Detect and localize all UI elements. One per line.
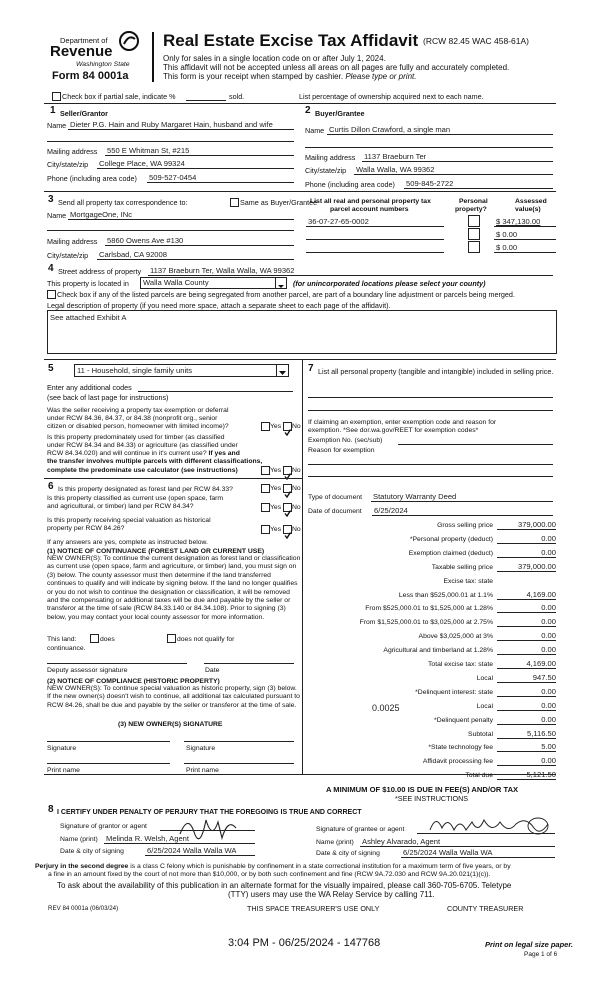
treasurer-use-label: THIS SPACE TREASURER'S USE ONLY	[247, 904, 380, 913]
tax-row-line	[497, 626, 556, 627]
buyer-mail-field[interactable]: 1137 Braeburn Ter	[364, 152, 427, 161]
tax-row-value[interactable]: 5.00	[541, 742, 556, 751]
tax-row-label: Agricultural and timberland at 1.28%	[383, 647, 493, 654]
continuance-label: continuance.	[47, 645, 86, 652]
section3-label: Send all property tax correspondence to:	[58, 198, 188, 207]
form-number: Form 84 0001a	[52, 70, 129, 82]
tax-row-value[interactable]: 379,000.00	[517, 520, 556, 529]
segregated-label: Check box if any of the listed parcels are being segregated from another parcel, are part of a boundary line adjustment or parcels being merged.	[57, 290, 515, 299]
tax-row-line	[497, 779, 556, 780]
tax-row-label: *Delinquent penalty	[434, 717, 493, 724]
logo-dept-line2: Revenue	[50, 43, 113, 60]
exemption-no-field[interactable]	[398, 444, 553, 445]
check-icon	[284, 510, 291, 517]
tax-row-label: Above $3,025,000 at 3%	[418, 633, 493, 640]
perjury-line: Perjury in the second degree is a class C felony which is punishable by confinement in a state correctional institution for a maximum term of five years, or by	[35, 863, 511, 870]
buyer-city-field[interactable]: Walla Walla, WA 99362	[356, 165, 435, 174]
tax-row-label: Taxable selling price	[431, 564, 493, 571]
tax-row-value[interactable]: 0.00	[541, 534, 556, 543]
tax-row-label: From $525,000.01 to $1,525,000 at 1.28%	[365, 605, 493, 612]
tax-row-label: Subtotal	[468, 731, 493, 738]
minimum-fee-note: A MINIMUM OF $10.00 IS DUE IN FEE(S) AND/OR TAX	[326, 785, 519, 794]
deputy-signature-field[interactable]	[47, 663, 187, 664]
section2-title: Buyer/Grantee	[315, 109, 365, 118]
field-line	[68, 129, 294, 130]
tax-row-line	[497, 557, 556, 558]
partial-sale-checkbox[interactable]	[52, 92, 61, 101]
forest-no-checkbox[interactable]	[283, 484, 292, 493]
current-use-question-2: and agricultural, or timber) land per RCW 84.34?	[47, 503, 194, 510]
field-line	[494, 252, 556, 253]
exemption-question: Was the seller receiving a property tax exemption or deferral	[47, 407, 229, 414]
tax-row-value[interactable]: 4,169.00	[526, 590, 556, 599]
tax-row-line	[497, 654, 556, 655]
tax-row-label: *Personal property (deduct)	[409, 536, 493, 543]
personal-property-checkbox[interactable]	[468, 215, 480, 227]
does-label: does	[100, 636, 115, 643]
divider	[44, 478, 302, 479]
header-sub2: This affidavit will not be accepted unless all areas on all pages are fully and accurately completed.	[163, 63, 510, 72]
historic-yes-checkbox[interactable]	[261, 525, 270, 534]
timber-question: Is this property predominately used for timber (as classified	[47, 434, 225, 441]
tax-row-value[interactable]: 0.00	[541, 617, 556, 626]
deputy-date-field[interactable]	[204, 663, 294, 664]
section6-number: 6	[48, 481, 54, 492]
buyer-phone-field[interactable]: 509-845-2722	[406, 179, 454, 188]
field-line	[494, 226, 556, 227]
county-treasurer-label: COUNTY TREASURER	[447, 904, 524, 913]
notice2-title: (2) NOTICE OF COMPLIANCE (HISTORIC PROPERTY)	[47, 678, 220, 685]
tax-corr-city-field[interactable]: Carlsbad, CA 92008	[99, 250, 167, 259]
field-line	[494, 239, 556, 240]
chevron-down-icon	[276, 365, 288, 376]
legal-desc-label: Legal description of property (if you need more space, attach a separate sheet to each page of the affidavit).	[47, 301, 391, 310]
field-line	[148, 275, 553, 276]
current-use-yes-checkbox[interactable]	[261, 503, 270, 512]
parcel-col-header: List all real and personal property tax	[310, 198, 431, 205]
tax-row-label: Total excise tax: state	[428, 661, 493, 668]
field-line	[305, 147, 553, 148]
street-address-field[interactable]: 1137 Braeburn Ter, Walla Walla, WA 99362	[150, 266, 295, 275]
field-line	[306, 226, 444, 227]
tax-corr-city-label: City/state/zip	[47, 251, 89, 260]
deputy-date-label: Date	[205, 667, 220, 674]
tax-row-value[interactable]: 4,169.00	[526, 659, 556, 668]
field-line	[145, 855, 255, 856]
header-sub3: This form is your receipt when stamped by cashier. Please type or print.	[163, 72, 417, 81]
county-select[interactable]	[140, 277, 287, 289]
tax-row-line	[497, 612, 556, 613]
field-line	[372, 515, 553, 516]
form-title: Real Estate Excise Tax Affidavit	[163, 31, 419, 50]
check-icon	[284, 429, 291, 436]
county-select-value: Walla Walla County	[143, 278, 209, 287]
same-as-buyer-label: Same as Buyer/Grantee	[240, 198, 318, 207]
buyer-mail-label: Mailing address	[305, 153, 356, 162]
tax-row-label: Less than $525,000.01 at 1.1%	[398, 592, 493, 599]
section4-number: 4	[48, 263, 54, 274]
tax-corr-name-field[interactable]: MortgageOne, INc	[70, 210, 133, 219]
tax-row-value[interactable]: 947.50	[532, 673, 556, 682]
doc-date-label: Date of document	[308, 508, 362, 515]
field-line	[104, 843, 255, 844]
tax-row-value[interactable]: 0.00	[541, 548, 556, 557]
grantee-signature-image	[426, 812, 551, 843]
yes-label: Yes	[270, 526, 282, 533]
column-divider	[302, 360, 303, 774]
historic-question: Is this property receiving special valuation as historical	[47, 517, 211, 524]
grantee-name-field[interactable]: Ashley Alvarado, Agent	[362, 837, 441, 846]
grantor-name-field[interactable]: Melinda R. Welsh, Agent	[106, 834, 190, 843]
field-line	[97, 168, 294, 169]
logo-dept-line3: Washington State	[76, 61, 130, 68]
signature-label: Signature	[186, 745, 216, 752]
historic-question-2: property per RCW 84.26?	[47, 525, 125, 532]
section7-label: List all personal property (tangible and intangible) included in selling price.	[318, 367, 554, 376]
doc-type-field[interactable]: Statutory Warranty Deed	[373, 492, 457, 501]
tax-row-label: Total due	[465, 772, 493, 779]
accessibility-line: To ask about the availability of this publication in an alternate format for the visually impaired, please call 360-705-6705. Teletype	[57, 881, 512, 890]
additional-codes-label: Enter any additional codes	[47, 383, 132, 392]
field-line	[147, 182, 294, 183]
accessibility-line-2: (TTY) users may use the WA Relay Service by calling 711.	[228, 890, 435, 899]
owner-signature-field[interactable]	[184, 741, 294, 742]
revision-label: REV 84 0001a (06/03/24)	[48, 905, 119, 912]
county-note: (for unincorporated locations please select your county)	[293, 279, 486, 288]
exemption-reason-label: Reason for exemption	[308, 447, 375, 454]
assessed-col-header: Assessed	[515, 198, 547, 205]
local-rate-field[interactable]: 0.0025	[372, 703, 400, 713]
tax-corr-mail-label: Mailing address	[47, 237, 98, 246]
personal-col-header: Personal	[459, 198, 488, 205]
section3-number: 3	[48, 194, 54, 205]
exemption-no-label: Exemption No. (sec/sub)	[308, 437, 383, 444]
assessed-value-field[interactable]: $ 0.00	[496, 243, 518, 252]
print-name-label: Print name	[47, 767, 80, 774]
tax-row-line	[497, 599, 556, 600]
section7-number: 7	[308, 363, 314, 374]
owner-signature-field[interactable]	[47, 741, 170, 742]
personal-property-field[interactable]	[308, 410, 553, 411]
grantor-name-label: Name (print)	[60, 836, 98, 843]
tax-row-label: Local	[476, 703, 493, 710]
divider	[44, 774, 556, 775]
owner-print-name-field[interactable]	[184, 763, 294, 764]
assessed-value-field[interactable]: $ 347,130.00	[496, 217, 541, 226]
partial-pct-line	[186, 100, 226, 101]
seller-phone-field[interactable]: 509-527-0454	[149, 173, 197, 182]
buyer-city-label: City/state/zip	[305, 166, 347, 175]
personal-col-header-2: property?	[455, 206, 487, 213]
section8-number: 8	[48, 804, 54, 815]
field-line	[47, 230, 294, 231]
does-not-label: does not qualify for	[177, 636, 235, 643]
tax-corr-mail-field[interactable]: 5860 Owens Ave #130	[107, 236, 184, 245]
exemption-no-checkbox[interactable]	[283, 422, 292, 431]
tax-row-value[interactable]: 5,116.50	[527, 729, 556, 738]
check-icon	[284, 532, 291, 539]
field-line	[97, 259, 294, 260]
tax-row-line	[497, 751, 556, 752]
seller-mail-label: Mailing address	[47, 147, 98, 156]
tax-row-label: Exemption claimed (deduct)	[408, 550, 493, 557]
tax-row-line	[497, 710, 556, 711]
yes-label: Yes	[270, 467, 282, 474]
tax-row-line	[497, 571, 556, 572]
section2-number: 2	[305, 105, 311, 116]
chevron-down-icon	[275, 278, 286, 288]
doc-date-field[interactable]: 6/25/2024	[374, 506, 408, 515]
seller-city-field[interactable]: College Place, WA 99324	[99, 159, 185, 168]
tax-row-line	[497, 724, 556, 725]
notice2-body: NEW OWNER(S): To continue special valuation as historic property, sign (3) below. If the new owner(s) doesn't wish to continue, all additional tax calculated pursuant to RCW 84.26, shall be due and payable by the seller or transferor at the time of sale.	[47, 685, 300, 709]
tax-row-value[interactable]: 0.00	[541, 701, 556, 710]
current-use-question: Is this property classified as current use (open space, farm	[47, 495, 224, 502]
segregated-checkbox[interactable]	[47, 290, 56, 299]
seller-name-label: Name	[47, 121, 67, 130]
forest-question: Is this property designated as forest land per RCW 84.33?	[58, 486, 233, 493]
new-owner-sig-title: (3) NEW OWNER(S) SIGNATURE	[118, 721, 223, 728]
timber-question-5: complete the predominate use calculator (see instructions)	[47, 467, 238, 474]
exemption-reason-field[interactable]	[308, 476, 553, 477]
tax-row-label: Affidavit processing fee	[422, 758, 493, 765]
yes-label: Yes	[270, 504, 282, 511]
forest-yes-checkbox[interactable]	[261, 484, 270, 493]
no-label: No	[292, 423, 301, 430]
personal-property-checkbox[interactable]	[468, 228, 480, 240]
header-sub1: Only for sales in a single location code on or after July 1, 2024.	[163, 54, 386, 63]
tax-row-value[interactable]: 0.00	[541, 645, 556, 654]
legal-paper-note: Print on legal size paper.	[485, 940, 573, 949]
exemption-instr-2: exemption. *See dor.wa.gov/REET for exemption codes*	[308, 427, 479, 434]
no-label: No	[292, 467, 301, 474]
print-name-label: Print name	[186, 767, 219, 774]
tax-row-line	[497, 765, 556, 766]
field-line	[105, 155, 294, 156]
grantee-date-field[interactable]: 6/25/2024 Walla Walla WA	[403, 848, 493, 857]
cashier-stamp: 3:04 PM - 06/25/2024 - 147768	[228, 937, 381, 949]
section1-title: Seller/Grantor	[60, 109, 108, 118]
check-icon	[284, 491, 291, 498]
notice1-title: (1) NOTICE OF CONTINUANCE (FOREST LAND OR CURRENT USE)	[47, 548, 265, 555]
personal-property-field[interactable]	[308, 397, 553, 398]
logo-swirl-icon	[118, 30, 140, 57]
property-use-select[interactable]	[74, 364, 289, 377]
no-label: No	[292, 526, 301, 533]
perjury-line-2: a fine in an amount fixed by the court of not more than $10,000, or by both such confinement and fine (RCW 9A.72.030 and RCW 9A.20.021(1)(c)).	[48, 871, 491, 878]
exemption-instr: If claiming an exemption, enter exemption code and reason for	[308, 419, 497, 426]
timber-question-3: RCW 84.34.020) and will continue in it's current use? If yes and	[47, 450, 240, 457]
deputy-label: Deputy assessor signature	[47, 667, 128, 674]
timber-no-checkbox[interactable]	[283, 466, 292, 475]
yes-label: Yes	[270, 423, 282, 430]
signature-label: Signature	[47, 745, 77, 752]
legal-description-field[interactable]	[47, 310, 557, 354]
tax-row-value[interactable]: 0.00	[541, 756, 556, 765]
field-line	[306, 252, 444, 253]
assessed-col-header-2: value(s)	[515, 206, 541, 213]
tax-row-value[interactable]: 5,121.50	[526, 770, 556, 779]
field-line	[327, 134, 553, 135]
answer-note: If any answers are yes, complete as instructed below.	[47, 539, 208, 546]
pct-ownership-note: List percentage of ownership acquired next to each name.	[299, 92, 484, 101]
logo-dept-line1: Department of	[60, 36, 108, 45]
tax-row-line	[497, 668, 556, 669]
tax-row-value[interactable]: 379,000.00	[517, 562, 556, 571]
seller-phone-label: Phone (including area code)	[47, 174, 137, 183]
grantor-date-field[interactable]: 6/25/2024 Walla Walla WA	[147, 846, 237, 855]
exemption-reason-field[interactable]	[308, 464, 553, 465]
exemption-question-3: citizen or disabled person, homeowner with limited income)?	[47, 423, 229, 430]
tax-row-label: From $1,525,000.01 to $3,025,000 at 2.75%	[359, 619, 493, 626]
field-line	[68, 219, 294, 220]
seller-mail-field[interactable]: 550 E Whitman St, #215	[107, 146, 190, 155]
field-line	[404, 188, 553, 189]
certify-statement: I CERTIFY UNDER PENALTY OF PERJURY THAT THE FOREGOING IS TRUE AND CORRECT	[57, 809, 362, 816]
located-label: This property is located in	[47, 279, 129, 288]
buyer-name-label: Name	[305, 126, 325, 135]
tax-row-value[interactable]: 0.00	[541, 603, 556, 612]
page-number: Page 1 of 6	[524, 951, 558, 958]
divider	[44, 191, 556, 192]
owner-print-name-field[interactable]	[47, 763, 170, 764]
no-label: No	[292, 504, 301, 511]
legal-description-text: See attached Exhibit A	[50, 313, 127, 322]
exemption-question-2: under RCW 84.36, 84.37, or 84.38 (nonprofit org., senior	[47, 415, 218, 422]
tax-row-label: *Delinquent interest: state	[415, 689, 493, 696]
tax-row-line	[497, 682, 556, 683]
no-label: No	[292, 485, 301, 492]
field-line	[354, 174, 553, 175]
field-line	[371, 501, 553, 502]
tax-row-label: *State technology fee	[428, 744, 493, 751]
buyer-name-field[interactable]: Curtis Dillon Crawford, a single man	[329, 125, 451, 134]
section5-number: 5	[48, 363, 54, 374]
tax-row-label: Gross selling price	[437, 522, 493, 529]
tax-row-line	[497, 529, 556, 530]
this-land-label: This land:	[47, 636, 77, 643]
seller-name-field[interactable]: Dieter P.G. Hain and Ruby Margaret Hain, husband and wife	[70, 120, 273, 129]
historic-no-checkbox[interactable]	[283, 525, 292, 534]
section1-number: 1	[50, 105, 56, 116]
does-qualify-checkbox[interactable]	[90, 634, 99, 643]
buyer-phone-label: Phone (including area code)	[305, 180, 395, 189]
divider	[44, 103, 556, 104]
assessed-value-field[interactable]: $ 0.00	[496, 230, 518, 239]
timber-question-2: under RCW 84.34 and 84.33) or agriculture (as classified under	[47, 442, 238, 449]
exemption-yes-checkbox[interactable]	[261, 422, 270, 431]
see-back-note: (see back of last page for instructions)	[47, 393, 169, 402]
current-use-no-checkbox[interactable]	[283, 503, 292, 512]
tax-row-line	[497, 543, 556, 544]
form-title-ref: (RCW 82.45 WAC 458-61A)	[423, 36, 529, 46]
notice1-body: NEW OWNER(S): To continue the current designation as forest land or classification as current use (open space, farm and agriculture, or timber) land, you must sign on (3) below. The county assessor must then determine if the land transferred continues to qualify and will indicate by signing below. If the land no longer qualifies or you do not wish to continue the designation or classification, it will be removed and the compensating or additional taxes will be due and payable by the seller or transferor at the time of sale (RCW 84.33.140 or 84.34.108). Prior to signing (3) below, you may contact your local county assessor for more information.	[47, 555, 301, 621]
tax-row-value[interactable]: 0.00	[541, 631, 556, 640]
tax-row-value[interactable]: 0.00	[541, 687, 556, 696]
grantee-name-label: Name (print)	[316, 839, 354, 846]
additional-codes-field[interactable]	[138, 391, 293, 392]
street-label: Street address of property	[58, 267, 142, 276]
seller-city-label: City/state/zip	[47, 160, 89, 169]
grantee-date-label: Date & city of signing	[316, 850, 380, 857]
yes-label: Yes	[270, 485, 282, 492]
property-use-value: 11 - Household, single family units	[77, 366, 193, 375]
grantor-date-label: Date & city of signing	[60, 848, 124, 855]
partial-sold-label: sold.	[229, 92, 245, 101]
field-line	[105, 245, 294, 246]
see-instructions-note: *SEE INSTRUCTIONS	[395, 794, 469, 803]
divider	[44, 359, 556, 360]
parcel-col-header-2: parcel account numbers	[330, 206, 409, 213]
grantor-sig-label: Signature of grantor or agent	[60, 823, 147, 830]
tax-row-line	[497, 696, 556, 697]
tax-row-line	[497, 738, 556, 739]
tax-corr-name-label: Name	[47, 211, 67, 220]
field-line	[362, 161, 553, 162]
timber-yes-checkbox[interactable]	[261, 466, 270, 475]
field-line	[47, 141, 294, 142]
partial-sale-label: Check box if partial sale, indicate %	[62, 92, 176, 101]
same-as-buyer-checkbox[interactable]	[230, 198, 239, 207]
parcel-account-field[interactable]: 36-07-27-65-0002	[308, 217, 369, 226]
tax-row-line	[497, 640, 556, 641]
personal-property-checkbox[interactable]	[468, 241, 480, 253]
tax-row-label: Excise tax: state	[443, 578, 493, 585]
tax-row-value[interactable]: 0.00	[541, 715, 556, 724]
does-not-qualify-checkbox[interactable]	[167, 634, 176, 643]
tax-row-label: Local	[476, 675, 493, 682]
field-line	[306, 239, 444, 240]
header-divider	[152, 32, 154, 82]
field-line	[401, 857, 555, 858]
doc-type-label: Type of document	[308, 494, 363, 501]
grantee-sig-label: Signature of grantee or agent	[316, 826, 405, 833]
field-line	[360, 846, 555, 847]
timber-question-4: the transfer involves multiple parcels with different classifications,	[47, 458, 263, 465]
